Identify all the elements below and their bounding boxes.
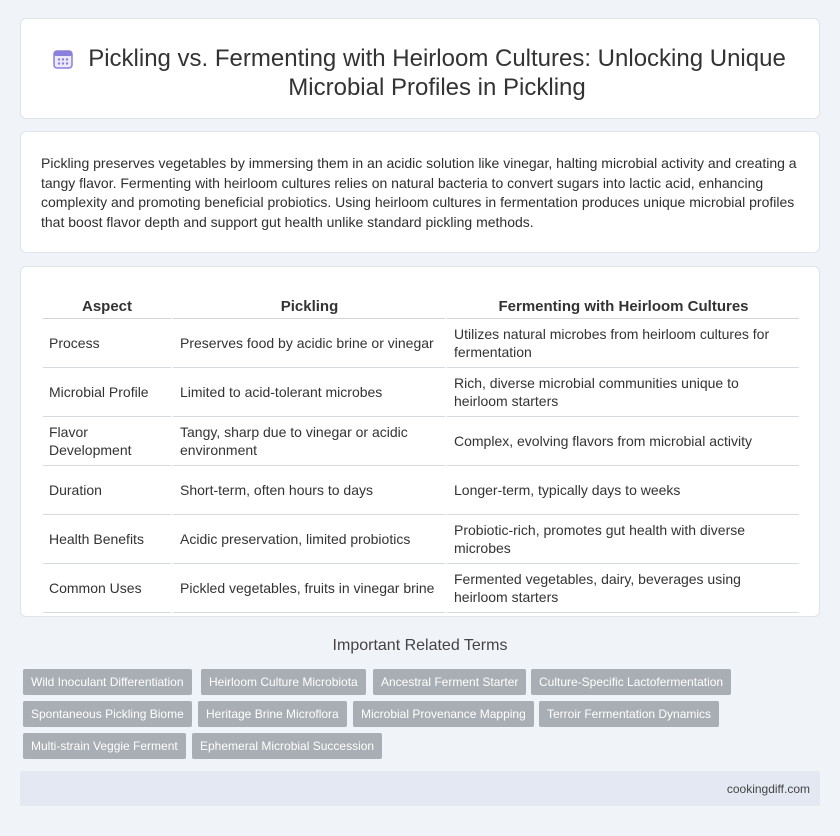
table-header: Fermenting with Heirloom Cultures — [445, 295, 799, 319]
table-cell: Common Uses — [43, 564, 171, 613]
table-cell: Microbial Profile — [43, 368, 171, 417]
table-row — [43, 319, 799, 368]
related-term-tag[interactable]: Microbial Provenance Mapping — [353, 701, 534, 727]
table-row — [43, 515, 799, 564]
table-cell: Tangy, sharp due to vinegar or acidic environment — [171, 417, 445, 466]
table-row — [43, 417, 799, 466]
related-term-tag[interactable]: Spontaneous Pickling Biome — [23, 701, 192, 727]
table-header-row — [43, 295, 799, 319]
table-cell: Rich, diverse microbial communities unique to heirloom starters — [445, 368, 799, 417]
related-term-tag[interactable]: Ancestral Ferment Starter — [373, 669, 526, 695]
related-term-tag[interactable]: Multi-strain Veggie Ferment — [23, 733, 186, 759]
comparison-table — [43, 295, 799, 613]
table-cell: Health Benefits — [43, 515, 171, 564]
table-cell: Process — [43, 319, 171, 368]
table-cell: Utilizes natural microbes from heirloom cultures for fermentation — [445, 319, 799, 368]
related-term-tag[interactable]: Culture-Specific Lactofermentation — [531, 669, 731, 695]
table-cell: Duration — [43, 466, 171, 515]
table-row — [43, 368, 799, 417]
table-header: Aspect — [43, 295, 171, 319]
page-title: Pickling vs. Fermenting with Heirloom Cultures: Unlocking Unique Microbial Profiles in Pickling — [88, 45, 786, 101]
intro-card — [20, 131, 820, 253]
comparison-card — [20, 266, 820, 617]
footer-site-link[interactable]: cookingdiff.com — [726, 782, 810, 796]
table-row — [43, 564, 799, 613]
table-row — [43, 466, 799, 515]
related-term-tag[interactable]: Wild Inoculant Differentiation — [23, 669, 192, 695]
table-cell: Longer-term, typically days to weeks — [445, 466, 799, 515]
related-term-tag[interactable]: Heritage Brine Microflora — [198, 701, 347, 727]
table-cell: Acidic preservation, limited probiotics — [171, 515, 445, 564]
table-cell: Pickled vegetables, fruits in vinegar brine — [171, 564, 445, 613]
footer — [20, 771, 820, 806]
intro-paragraph: Pickling preserves vegetables by immersing them in an acidic solution like vinegar, halting microbial activity and creating a tangy flavor. Fermenting with heirloom cultures relies on natural bacteria to convert sugars into lactic acid, enhancing complexity and promoting beneficial probiotics. Using heirloom cultures in fermentation produces unique microbial profiles that boost flavor depth and support gut health unlike standard pickling methods. — [41, 155, 797, 230]
table-cell: Flavor Development — [43, 417, 171, 466]
table-cell: Fermented vegetables, dairy, beverages using heirloom starters — [445, 564, 799, 613]
table-cell: Probiotic-rich, promotes gut health with diverse microbes — [445, 515, 799, 564]
table-cell: Preserves food by acidic brine or vinegar — [171, 319, 445, 368]
table-cell: Short-term, often hours to days — [171, 466, 445, 515]
related-term-tag[interactable]: Terroir Fermentation Dynamics — [539, 701, 719, 727]
related-term-tag[interactable]: Heirloom Culture Microbiota — [201, 669, 366, 695]
related-term-tag[interactable]: Ephemeral Microbial Succession — [192, 733, 382, 759]
table-cell: Limited to acid-tolerant microbes — [171, 368, 445, 417]
title-card — [20, 18, 820, 119]
related-terms-heading: Important Related Terms — [332, 637, 508, 654]
table-header: Pickling — [171, 295, 445, 319]
table-cell: Complex, evolving flavors from microbial activity — [445, 417, 799, 466]
